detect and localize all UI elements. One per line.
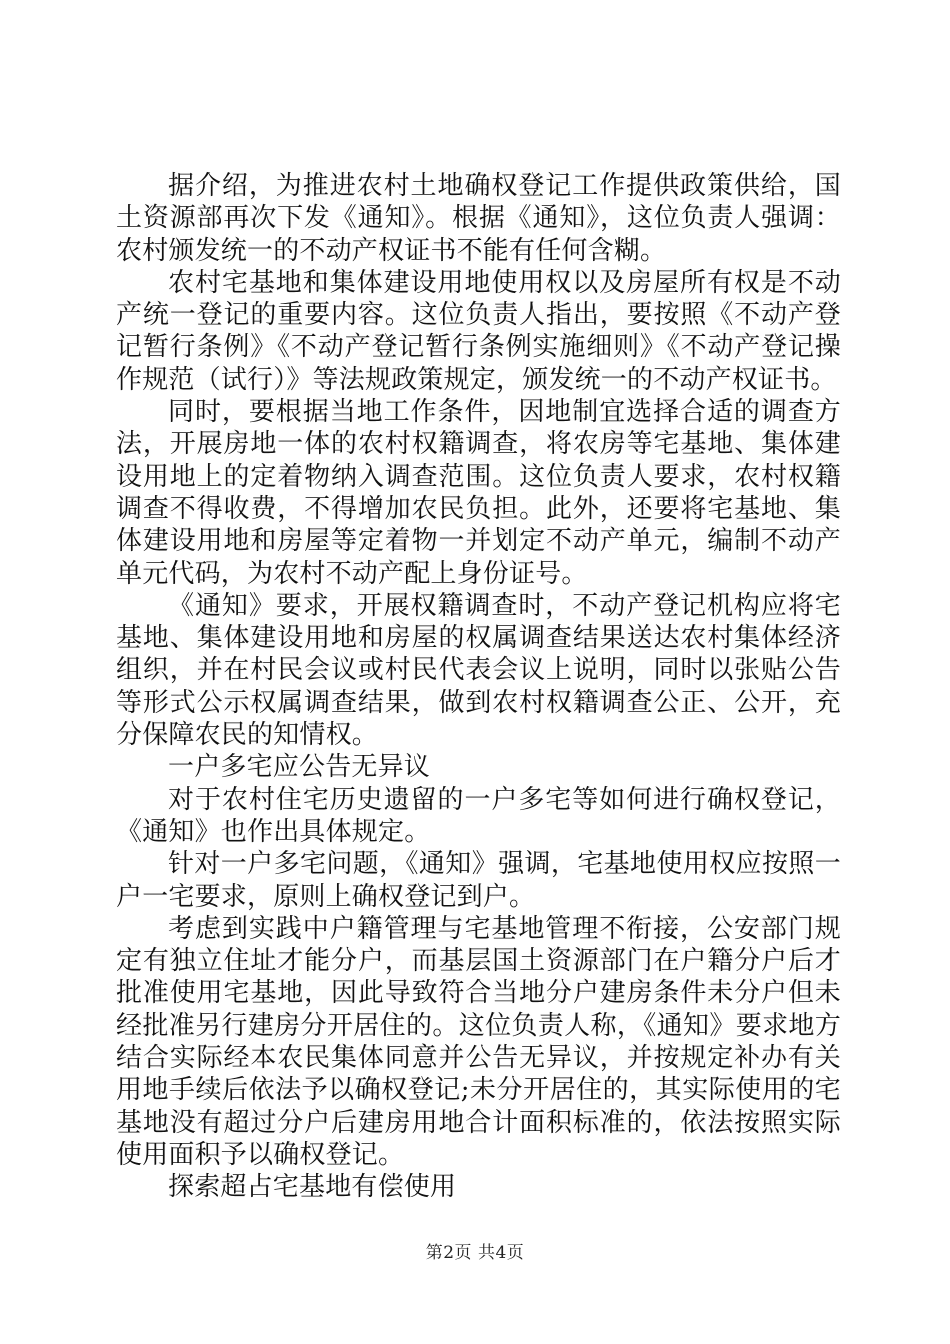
body-paragraph-4: 《通知》要求，开展权籍调查时，不动产登记机构应将宅基地、集体建设用地和房屋的权属调查结果送达农村集体经济组织，并在村民会议或村民代表会议上说明，同时以张贴公告等形式公示权属调查结果，做到农村权籍调查公正、公开，充分保障农民的知情权。	[116, 590, 841, 751]
page-number-footer: 第2页 共4页	[425, 1243, 525, 1263]
body-paragraph-7: 考虑到实践中户籍管理与宅基地管理不衔接，公安部门规定有独立住址才能分户，而基层国土资源部门在户籍分户后才批准使用宅基地，因此导致符合当地分户建房条件未分户但未经批准另行建房分开居住的。这位负责人称，《通知》要求地方结合实际经本农民集体同意并公告无异议，并按规定补办有关用地手续后依法予以确权登记;未分开居住的，其实际使用的宅基地没有超过分户后建房用地合计面积标准的，依法按照实际使用面积予以确权登记。	[116, 913, 841, 1170]
section-heading-paid-use: 探索超占宅基地有偿使用	[168, 1172, 457, 1203]
section-heading-multi-house: 一户多宅应公告无异议	[168, 752, 431, 783]
body-paragraph-2: 农村宅基地和集体建设用地使用权以及房屋所有权是不动产统一登记的重要内容。这位负责人指出，要按照《不动产登记暂行条例》《不动产登记暂行条例实施细则》《不动产登记操作规范（试行）》等法规政策规定，颁发统一的不动产权证书。	[116, 267, 841, 395]
document-body	[116, 170, 841, 1204]
body-paragraph-3: 同时，要根据当地工作条件，因地制宜选择合适的调查方法，开展房地一体的农村权籍调查，将农房等宅基地、集体建设用地上的定着物纳入调查范围。这位负责人要求，农村权籍调查不得收费，不得增加农民负担。此外，还要将宅基地、集体建设用地和房屋等定着物一并划定不动产单元，编制不动产单元代码，为农村不动产配上身份证号。	[116, 397, 841, 589]
body-paragraph-6: 针对一户多宅问题，《通知》强调，宅基地使用权应按照一户一宅要求，原则上确权登记到户。	[116, 849, 841, 912]
body-paragraph-1: 据介绍，为推进农村土地确权登记工作提供政策供给，国土资源部再次下发《通知》。根据《通知》，这位负责人强调：农村颁发统一的不动产权证书不能有任何含糊。	[116, 171, 841, 266]
body-paragraph-5: 对于农村住宅历史遗留的一户多宅等如何进行确权登记，《通知》也作出具体规定。	[116, 784, 841, 847]
